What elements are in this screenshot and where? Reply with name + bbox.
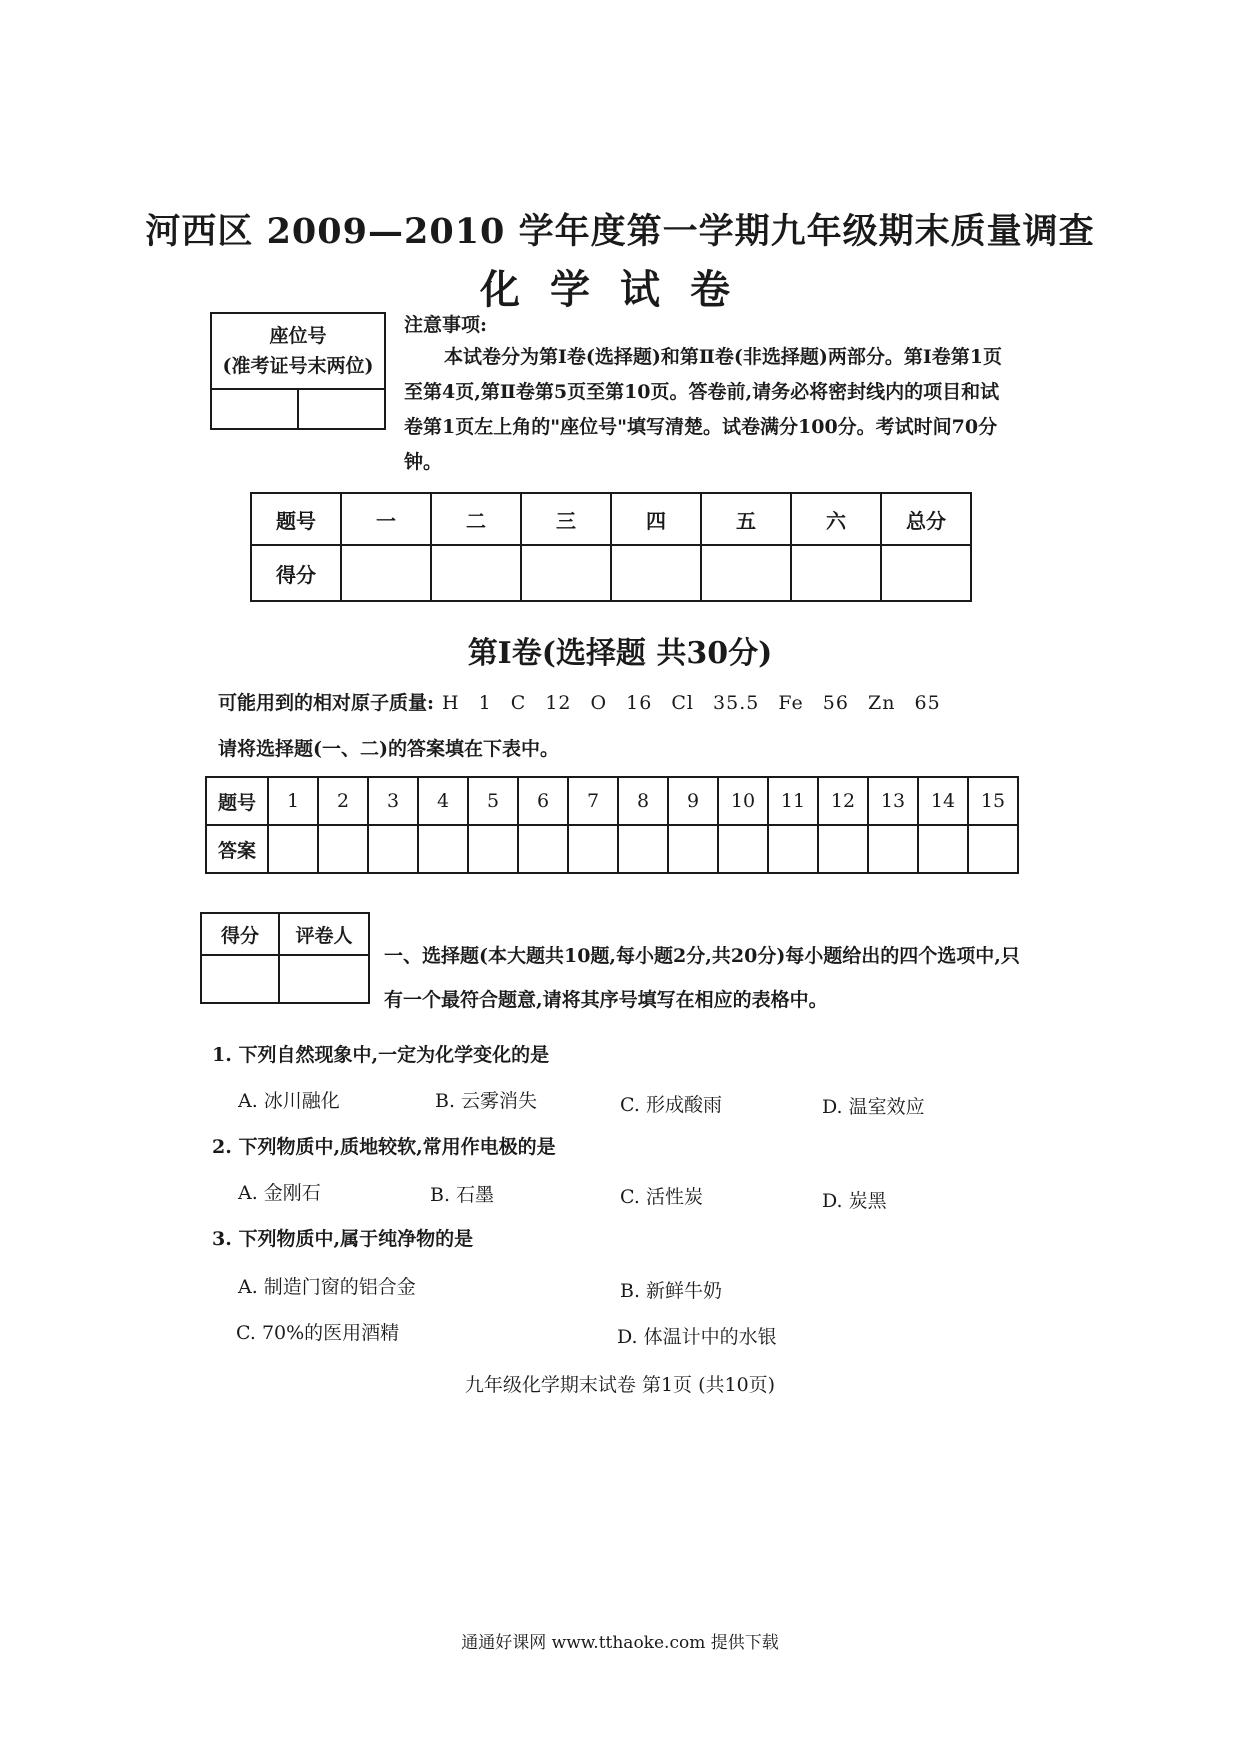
seat-label: 座位号 (269, 325, 327, 347)
question-number-cell: 10 (718, 777, 768, 825)
question-number-cell: 12 (818, 777, 868, 825)
answer-cell[interactable] (318, 825, 368, 873)
answer-cell[interactable] (768, 825, 818, 873)
answer-cell[interactable] (568, 825, 618, 873)
question-number-cell: 15 (968, 777, 1018, 825)
answer-cell[interactable] (718, 825, 768, 873)
answer-cell[interactable] (868, 825, 918, 873)
page-footer: 九年级化学期末试卷 第1页 (共10页) (464, 1374, 776, 1396)
notice-body: 本试卷分为第Ⅰ卷(选择题)和第Ⅱ卷(非选择题)两部分。第Ⅰ卷第1页至第4页,第Ⅱ卷第5页至第10页。答卷前,请务必将密封线内的项目和试卷第1页左上角的"座位号"填写清楚。试卷满分100分。考试时间70分钟。 (404, 346, 1002, 473)
question-3-option-b[interactable]: B. 新鲜牛奶 (620, 1280, 723, 1302)
site-watermark: 通通好课网 www.tthaoke.com 提供下载 (461, 1633, 779, 1653)
answer-cell[interactable] (918, 825, 968, 873)
score-cell[interactable] (521, 545, 611, 601)
answer-cell[interactable] (418, 825, 468, 873)
answer-table-number-row (206, 777, 1018, 825)
score-cell[interactable] (701, 545, 791, 601)
exam-subtitle: 化学试卷 (480, 266, 760, 313)
part-one-heading: 一、选择题(本大题共10题,每小题2分,共20分)每小题给出的四个选项中,只有一个最符合题意,请将其序号填写在相应的表格中。 (384, 945, 1020, 1011)
answer-row-label: 题号 (206, 777, 268, 825)
answer-cell[interactable] (818, 825, 868, 873)
score-row-label: 题号 (251, 493, 341, 545)
score-cell[interactable] (611, 545, 701, 601)
question-number-cell: 7 (568, 777, 618, 825)
question-2-option-d[interactable]: D. 炭黑 (822, 1190, 887, 1212)
answer-cell[interactable] (368, 825, 418, 873)
question-number-cell: 9 (668, 777, 718, 825)
score-row-label: 得分 (251, 545, 341, 601)
atomic-mass-label: 可能用到的相对原子质量: (218, 692, 435, 714)
seat-note: (准考证号末两位) (222, 355, 374, 377)
section-title: 第Ⅰ卷(选择题 共30分) (467, 636, 773, 671)
score-cell[interactable] (431, 545, 521, 601)
answer-cell[interactable] (268, 825, 318, 873)
question-1-option-a[interactable]: A. 冰川融化 (238, 1090, 340, 1112)
seat-label-cell (211, 313, 385, 389)
answer-cell[interactable] (618, 825, 668, 873)
question-3-stem: 3. 下列物质中,属于纯净物的是 (212, 1228, 474, 1250)
grader-score-label: 得分 (201, 913, 279, 955)
score-cell[interactable] (791, 545, 881, 601)
question-number-cell: 4 (418, 777, 468, 825)
grader-name-cell[interactable] (279, 955, 369, 1003)
question-3-option-d[interactable]: D. 体温计中的水银 (617, 1326, 777, 1348)
grader-name-label: 评卷人 (279, 913, 369, 955)
atomic-mass-line (218, 688, 941, 715)
question-2-option-a[interactable]: A. 金刚石 (238, 1182, 321, 1204)
answer-cell[interactable] (468, 825, 518, 873)
answer-row-label: 答案 (206, 825, 268, 873)
score-table (250, 492, 972, 602)
score-cell[interactable] (881, 545, 971, 601)
question-number-cell: 13 (868, 777, 918, 825)
seat-digit-1[interactable] (211, 389, 298, 429)
question-number-cell: 11 (768, 777, 818, 825)
grader-score-cell[interactable] (201, 955, 279, 1003)
question-3-option-c[interactable]: C. 70%的医用酒精 (236, 1322, 400, 1344)
question-2-option-b[interactable]: B. 石墨 (430, 1184, 495, 1206)
answer-table-answer-row (206, 825, 1018, 873)
score-table-score-row (251, 545, 971, 601)
question-number-cell: 8 (618, 777, 668, 825)
question-number-cell: 3 (368, 777, 418, 825)
score-col-header: 六 (791, 493, 881, 545)
question-number-cell: 14 (918, 777, 968, 825)
question-1-option-b[interactable]: B. 云雾消失 (435, 1090, 538, 1112)
answer-cell[interactable] (968, 825, 1018, 873)
score-col-header: 总分 (881, 493, 971, 545)
question-1-stem: 1. 下列自然现象中,一定为化学变化的是 (212, 1044, 550, 1066)
score-col-header: 四 (611, 493, 701, 545)
answer-table (205, 776, 1019, 874)
score-cell[interactable] (341, 545, 431, 601)
seat-digit-2[interactable] (298, 389, 385, 429)
score-col-header: 三 (521, 493, 611, 545)
grader-box (200, 912, 370, 1004)
exam-title: 河西区 2009—2010 学年度第一学期九年级期末质量调查 (145, 211, 1095, 252)
score-table-header-row (251, 493, 971, 545)
notice-heading: 注意事项: (404, 314, 488, 336)
question-3-option-a[interactable]: A. 制造门窗的铝合金 (238, 1276, 416, 1298)
seat-number-box (210, 312, 386, 430)
question-number-cell: 2 (318, 777, 368, 825)
question-number-cell: 1 (268, 777, 318, 825)
question-number-cell: 5 (468, 777, 518, 825)
score-col-header: 一 (341, 493, 431, 545)
score-col-header: 二 (431, 493, 521, 545)
question-2-stem: 2. 下列物质中,质地较软,常用作电极的是 (212, 1136, 556, 1158)
answer-cell[interactable] (518, 825, 568, 873)
question-1-option-d[interactable]: D. 温室效应 (822, 1096, 925, 1118)
score-col-header: 五 (701, 493, 791, 545)
question-2-option-c[interactable]: C. 活性炭 (620, 1186, 703, 1208)
answer-cell[interactable] (668, 825, 718, 873)
answer-instruction: 请将选择题(一、二)的答案填在下表中。 (218, 738, 559, 760)
atomic-mass-values: H 1 C 12 O 16 Cl 35.5 Fe 56 Zn 65 (442, 692, 941, 714)
question-1-option-c[interactable]: C. 形成酸雨 (620, 1094, 722, 1116)
question-number-cell: 6 (518, 777, 568, 825)
